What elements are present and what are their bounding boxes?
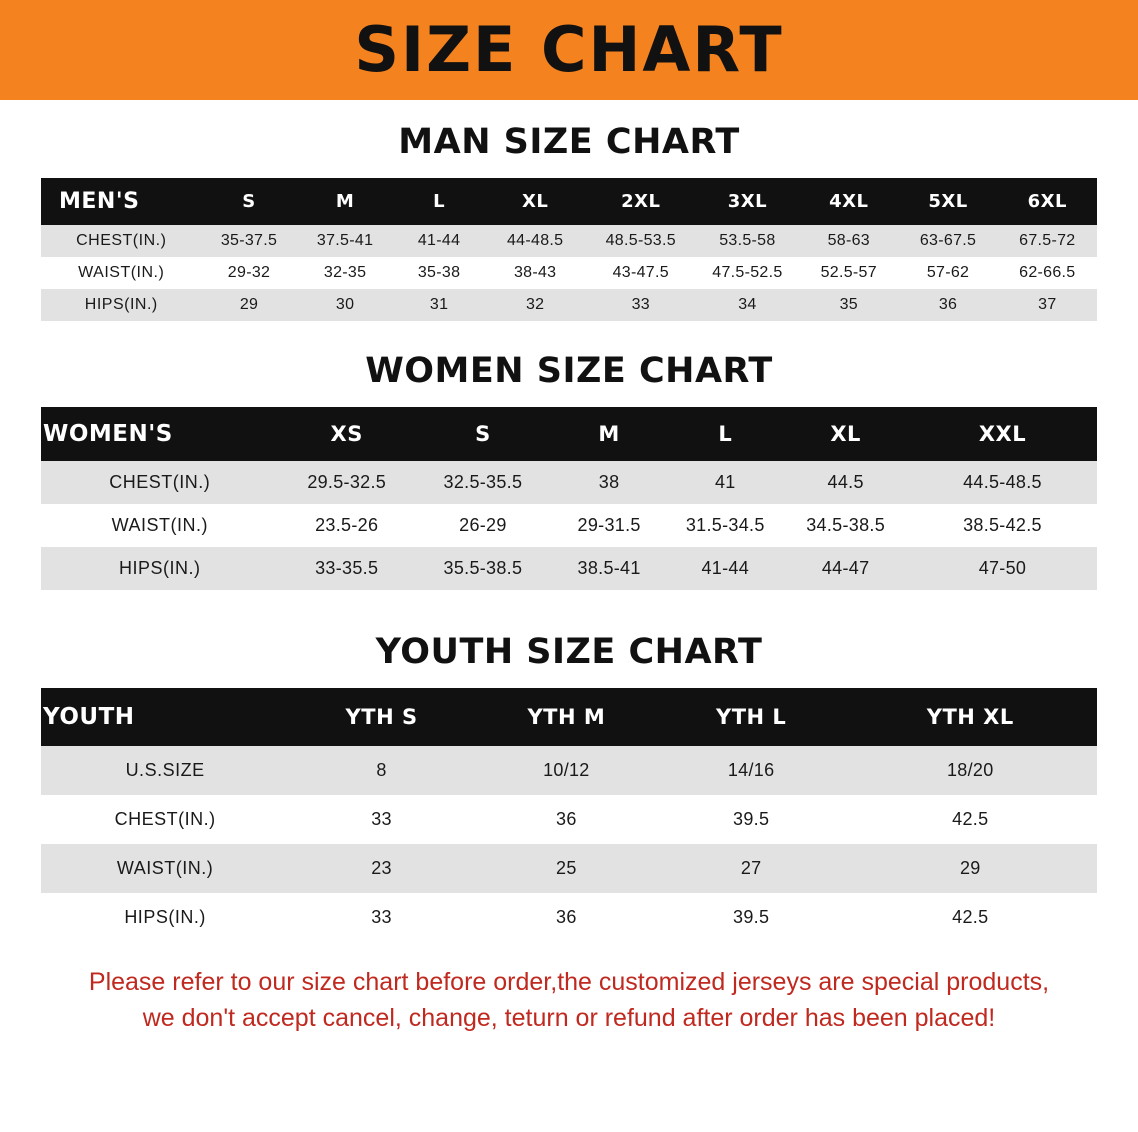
man-cell-2-0: 29: [202, 289, 297, 321]
man-cell-1-4: 43-47.5: [586, 257, 696, 289]
order-policy-note-line-2: we don't accept cancel, change, teturn or refund after order has been placed!: [142, 1004, 996, 1033]
women-cell-0-4: 44.5: [783, 461, 908, 504]
women-cell-2-5: 47-50: [908, 547, 1097, 590]
table-header-row: [41, 688, 1097, 746]
women-row-label-1: WAIST(IN.): [41, 504, 279, 547]
order-policy-note-line-1: Please refer to our size chart before order,the customized jerseys are special products,: [88, 968, 1050, 996]
man-cell-1-5: 47.5-52.5: [696, 257, 799, 289]
women-cell-2-1: 35.5-38.5: [415, 547, 551, 590]
youth-table-wrapper: [41, 688, 1097, 942]
youth-header-cell-1: YTH S: [289, 688, 474, 746]
youth-header-cell-4: YTH XL: [844, 688, 1097, 746]
women-cell-1-0: 23.5-26: [279, 504, 415, 547]
man-cell-1-0: 29-32: [202, 257, 297, 289]
man-cell-0-3: 44-48.5: [484, 225, 585, 257]
man-cell-2-5: 34: [696, 289, 799, 321]
man-header-cell-8: 5XL: [898, 178, 997, 225]
man-header-cell-4: XL: [484, 178, 585, 225]
man-header-cell-3: L: [394, 178, 485, 225]
man-header-cell-6: 3XL: [696, 178, 799, 225]
women-cell-0-0: 29.5-32.5: [279, 461, 415, 504]
man-cell-1-1: 32-35: [297, 257, 394, 289]
women-header-cell-3: M: [551, 407, 667, 461]
women-cell-1-2: 29-31.5: [551, 504, 667, 547]
women-cell-0-1: 32.5-35.5: [415, 461, 551, 504]
women-size-table: [41, 407, 1097, 590]
man-cell-2-1: 30: [297, 289, 394, 321]
youth-row-label-2: WAIST(IN.): [41, 844, 289, 893]
man-cell-2-4: 33: [586, 289, 696, 321]
youth-cell-1-3: 42.5: [844, 795, 1097, 844]
women-cell-2-0: 33-35.5: [279, 547, 415, 590]
table-row: [41, 257, 1097, 289]
youth-row-label-3: HIPS(IN.): [41, 893, 289, 942]
women-header-cell-5: XL: [783, 407, 908, 461]
man-cell-0-7: 63-67.5: [898, 225, 997, 257]
man-cell-1-8: 62-66.5: [998, 257, 1097, 289]
youth-cell-0-0: 8: [289, 746, 474, 795]
women-row-label-2: HIPS(IN.): [41, 547, 279, 590]
man-cell-1-2: 35-38: [394, 257, 485, 289]
women-cell-0-2: 38: [551, 461, 667, 504]
youth-cell-1-2: 39.5: [659, 795, 844, 844]
order-policy-note: [38, 964, 1100, 1037]
youth-cell-1-0: 33: [289, 795, 474, 844]
women-section-heading: WOMEN SIZE CHART: [365, 351, 773, 391]
youth-cell-1-1: 36: [474, 795, 659, 844]
women-header-cell-6: XXL: [908, 407, 1097, 461]
youth-header-cell-2: YTH M: [474, 688, 659, 746]
women-table-wrapper: [41, 407, 1097, 590]
man-header-cell-9: 6XL: [998, 178, 1097, 225]
man-cell-1-3: 38-43: [484, 257, 585, 289]
youth-section-heading: YOUTH SIZE CHART: [375, 632, 763, 672]
page-banner: [0, 0, 1138, 100]
man-row-label-0: CHEST(IN.): [41, 225, 202, 257]
youth-row-label-0: U.S.SIZE: [41, 746, 289, 795]
youth-cell-3-2: 39.5: [659, 893, 844, 942]
man-cell-2-7: 36: [898, 289, 997, 321]
man-cell-0-0: 35-37.5: [202, 225, 297, 257]
women-cell-1-4: 34.5-38.5: [783, 504, 908, 547]
women-row-label-0: CHEST(IN.): [41, 461, 279, 504]
man-cell-0-5: 53.5-58: [696, 225, 799, 257]
man-cell-0-8: 67.5-72: [998, 225, 1097, 257]
women-cell-0-3: 41: [667, 461, 783, 504]
table-row: [41, 225, 1097, 257]
youth-cell-3-1: 36: [474, 893, 659, 942]
table-row: [41, 795, 1097, 844]
table-row: [41, 893, 1097, 942]
women-cell-2-3: 41-44: [667, 547, 783, 590]
man-size-table: [41, 178, 1097, 321]
youth-cell-0-2: 14/16: [659, 746, 844, 795]
table-row: [41, 289, 1097, 321]
table-row: [41, 461, 1097, 504]
women-cell-1-1: 26-29: [415, 504, 551, 547]
youth-header-cell-0: YOUTH: [41, 688, 289, 746]
man-header-cell-1: S: [202, 178, 297, 225]
table-row: [41, 504, 1097, 547]
women-header-cell-2: S: [415, 407, 551, 461]
youth-cell-3-3: 42.5: [844, 893, 1097, 942]
youth-cell-2-2: 27: [659, 844, 844, 893]
man-header-cell-7: 4XL: [799, 178, 898, 225]
women-header-cell-0: WOMEN'S: [41, 407, 279, 461]
man-cell-1-6: 52.5-57: [799, 257, 898, 289]
table-row: [41, 844, 1097, 893]
man-cell-0-1: 37.5-41: [297, 225, 394, 257]
table-row: [41, 746, 1097, 795]
women-cell-0-5: 44.5-48.5: [908, 461, 1097, 504]
youth-cell-0-3: 18/20: [844, 746, 1097, 795]
man-header-cell-2: M: [297, 178, 394, 225]
man-cell-2-2: 31: [394, 289, 485, 321]
man-section-heading: MAN SIZE CHART: [398, 122, 740, 162]
man-cell-2-6: 35: [799, 289, 898, 321]
youth-size-table: [41, 688, 1097, 942]
man-cell-0-6: 58-63: [799, 225, 898, 257]
man-header-cell-5: 2XL: [586, 178, 696, 225]
youth-row-label-1: CHEST(IN.): [41, 795, 289, 844]
women-cell-2-2: 38.5-41: [551, 547, 667, 590]
man-cell-1-7: 57-62: [898, 257, 997, 289]
women-header-cell-1: XS: [279, 407, 415, 461]
women-cell-1-3: 31.5-34.5: [667, 504, 783, 547]
table-row: [41, 547, 1097, 590]
man-row-label-1: WAIST(IN.): [41, 257, 202, 289]
youth-header-cell-3: YTH L: [659, 688, 844, 746]
women-header-cell-4: L: [667, 407, 783, 461]
youth-cell-2-3: 29: [844, 844, 1097, 893]
page-title: SIZE CHART: [354, 13, 784, 86]
table-header-row: [41, 407, 1097, 461]
table-header-row: [41, 178, 1097, 225]
man-header-cell-0: MEN'S: [41, 178, 202, 225]
man-cell-2-3: 32: [484, 289, 585, 321]
man-table-wrapper: [41, 178, 1097, 321]
youth-cell-0-1: 10/12: [474, 746, 659, 795]
women-cell-1-5: 38.5-42.5: [908, 504, 1097, 547]
man-row-label-2: HIPS(IN.): [41, 289, 202, 321]
youth-cell-3-0: 33: [289, 893, 474, 942]
youth-cell-2-0: 23: [289, 844, 474, 893]
women-cell-2-4: 44-47: [783, 547, 908, 590]
youth-cell-2-1: 25: [474, 844, 659, 893]
man-cell-2-8: 37: [998, 289, 1097, 321]
man-cell-0-4: 48.5-53.5: [586, 225, 696, 257]
man-cell-0-2: 41-44: [394, 225, 485, 257]
